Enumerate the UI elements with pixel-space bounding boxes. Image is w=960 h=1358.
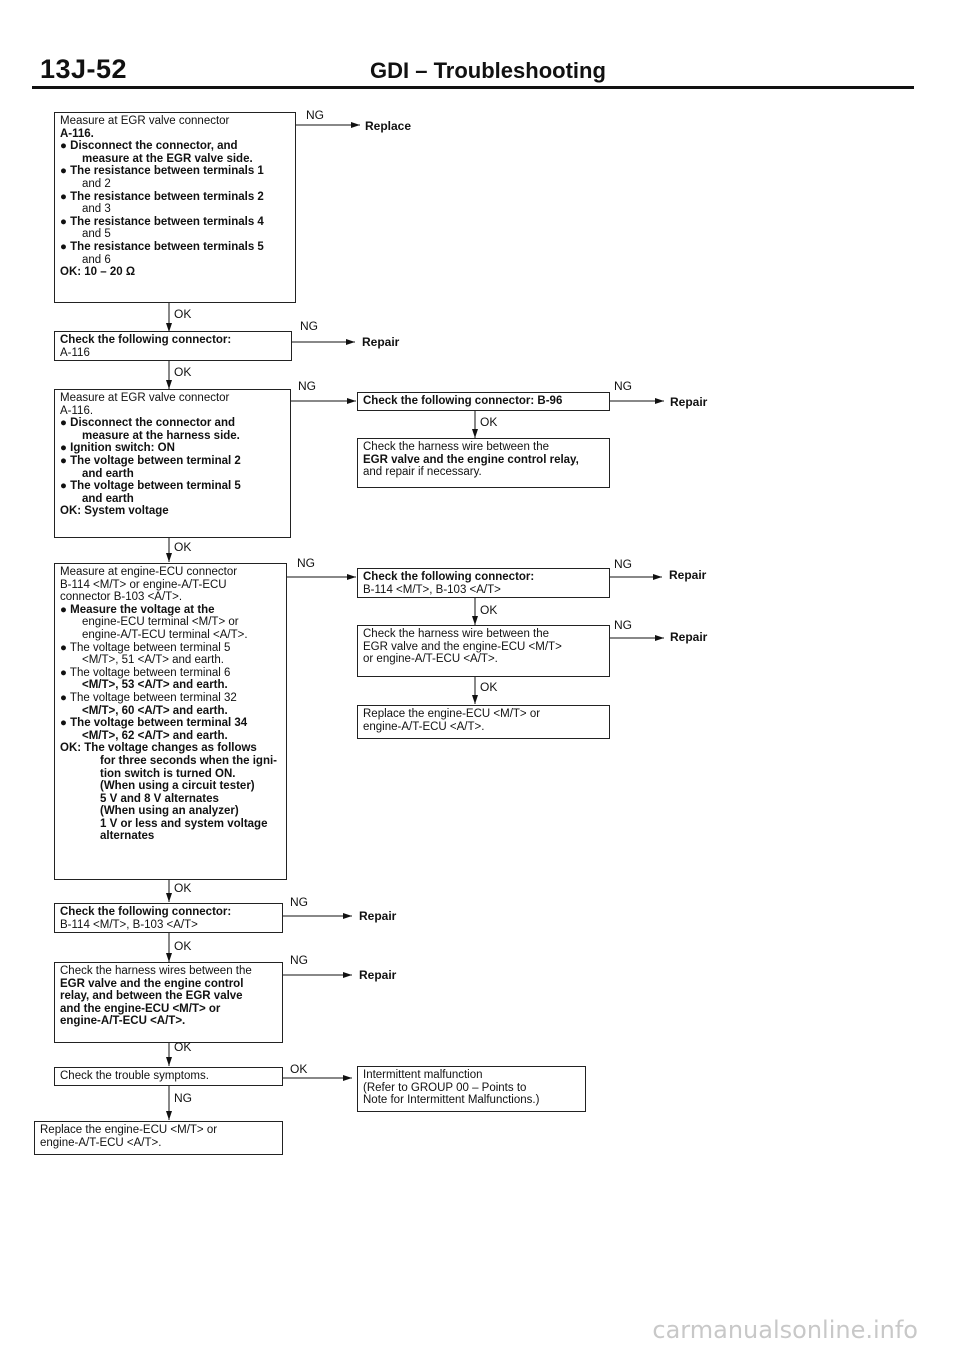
box-line: Measure at engine-ECU connector bbox=[60, 566, 238, 578]
box-line: ● The resistance between terminals 2 bbox=[60, 190, 264, 203]
step-check-harness-egr-relay bbox=[357, 438, 610, 488]
box-line: tion switch is turned ON. bbox=[100, 767, 236, 780]
box-line: <M/T>, 62 <A/T> and earth. bbox=[82, 729, 228, 742]
box-line: B-114 <M/T>, B-103 <A/T> bbox=[363, 583, 501, 596]
action-repair: Repair bbox=[362, 335, 400, 349]
box-line: B-114 <M/T> or engine-A/T-ECU bbox=[60, 578, 227, 591]
ng-label: NG bbox=[298, 379, 316, 393]
ng-label: NG bbox=[614, 557, 632, 571]
box-line: and 2 bbox=[82, 177, 111, 190]
box-line: A-116. bbox=[60, 404, 94, 417]
box-line: ● The voltage between terminal 6 bbox=[60, 666, 231, 679]
box-line: Check the harness wires between the bbox=[60, 965, 252, 977]
box-line: Check the harness wire between the bbox=[363, 628, 550, 640]
action-repair: Repair bbox=[670, 630, 708, 644]
box-line: ● The voltage between terminal 34 bbox=[60, 717, 248, 730]
box-line: OK: System voltage bbox=[60, 505, 169, 518]
box-line: Intermittent malfunction bbox=[363, 1069, 483, 1081]
action-repair: Repair bbox=[359, 909, 397, 923]
box-line: (When using a circuit tester) bbox=[100, 780, 255, 793]
box-line: Replace the engine-ECU <M/T> or bbox=[363, 708, 541, 720]
ok-label: OK bbox=[174, 307, 192, 321]
box-line: ● The voltage between terminal 2 bbox=[60, 454, 241, 467]
box-line: <M/T>, 51 <A/T> and earth. bbox=[82, 654, 224, 667]
ok-label: OK bbox=[480, 415, 498, 429]
ok-label: OK bbox=[480, 680, 498, 694]
step-check-trouble-symptoms bbox=[54, 1067, 283, 1086]
ng-label: NG bbox=[290, 895, 308, 909]
box-line: relay, and between the EGR valve bbox=[60, 990, 243, 1003]
box-line: engine-ECU terminal <M/T> or bbox=[82, 616, 239, 629]
box-line: <M/T>, 53 <A/T> and earth. bbox=[82, 679, 228, 692]
box-line: Replace the engine-ECU <M/T> or bbox=[40, 1124, 218, 1136]
box-line: B-114 <M/T>, B-103 <A/T> bbox=[60, 918, 198, 931]
step-replace-engine-ecu-final bbox=[34, 1121, 283, 1155]
box-line: OK: 10 – 20 Ω bbox=[60, 266, 136, 279]
box-line: Measure at EGR valve connector bbox=[60, 392, 230, 404]
box-line: ● The resistance between terminals 5 bbox=[60, 240, 264, 253]
ok-label: OK bbox=[174, 365, 192, 379]
ok-label: OK bbox=[174, 540, 192, 554]
box-line: and the engine-ECU <M/T> or bbox=[60, 1002, 221, 1015]
box-line: ● The voltage between terminal 32 bbox=[60, 691, 237, 704]
step-check-connector-b114-b103 bbox=[357, 568, 610, 598]
ng-label: NG bbox=[297, 556, 315, 570]
box-line: engine-A/T-ECU terminal <A/T>. bbox=[82, 628, 248, 641]
box-line: ● Ignition switch: ON bbox=[60, 442, 175, 455]
ng-label: NG bbox=[174, 1091, 192, 1105]
step-check-connector-a116 bbox=[54, 331, 292, 361]
box-line: Check the following connector: B-96 bbox=[363, 395, 563, 407]
ng-label: NG bbox=[306, 108, 324, 122]
step-replace-engine-ecu bbox=[357, 705, 610, 739]
box-line: EGR valve and the engine-ECU <M/T> bbox=[363, 640, 562, 653]
action-repair: Repair bbox=[669, 568, 707, 582]
box-line: EGR valve and the engine control bbox=[60, 977, 244, 990]
box-line: (Refer to GROUP 00 – Points to bbox=[363, 1081, 527, 1094]
box-line: A-116 bbox=[60, 346, 90, 359]
box-line: Check the following connector: bbox=[60, 906, 232, 918]
box-line: ● Disconnect the connector, and bbox=[60, 140, 238, 153]
box-line: Measure at EGR valve connector bbox=[60, 115, 230, 127]
box-line: and 3 bbox=[82, 203, 111, 216]
box-line: Check the harness wire between the bbox=[363, 441, 550, 453]
box-line: ● The voltage between terminal 5 bbox=[60, 480, 241, 493]
step-check-connector-b96 bbox=[357, 392, 610, 411]
ok-label: OK bbox=[174, 1040, 192, 1054]
box-line: ● The resistance between terminals 1 bbox=[60, 165, 264, 178]
ng-label: NG bbox=[614, 618, 632, 632]
page-number: 13J-52 bbox=[40, 54, 128, 84]
ng-label: NG bbox=[300, 319, 318, 333]
ok-label: OK bbox=[290, 1062, 308, 1076]
ok-label: OK bbox=[480, 603, 498, 617]
ok-label: OK bbox=[174, 939, 192, 953]
box-line: 5 V and 8 V alternates bbox=[100, 792, 219, 805]
box-line: Note for Intermittent Malfunctions.) bbox=[363, 1094, 540, 1107]
box-line: measure at the harness side. bbox=[82, 429, 240, 442]
ng-label: NG bbox=[290, 953, 308, 967]
box-line: Check the trouble symptoms. bbox=[60, 1070, 209, 1082]
box-line: and earth bbox=[82, 492, 134, 505]
box-line: 1 V or less and system voltage bbox=[100, 817, 268, 830]
box-line: measure at the EGR valve side. bbox=[82, 152, 253, 165]
action-repair: Repair bbox=[670, 395, 708, 409]
step-measure-egr-valve-resistance bbox=[54, 112, 296, 303]
step-measure-egr-valve-voltage bbox=[54, 389, 291, 538]
result-intermittent-malfunction bbox=[357, 1066, 586, 1112]
box-line: alternates bbox=[100, 830, 155, 843]
box-line: ● Measure the voltage at the bbox=[60, 603, 215, 616]
box-line: EGR valve and the engine control relay, bbox=[363, 453, 579, 466]
box-line: connector B-103 <A/T>. bbox=[60, 591, 183, 604]
box-line: and 6 bbox=[82, 253, 111, 266]
step-check-harness-wires bbox=[54, 962, 283, 1043]
box-line: Check the following connector: bbox=[60, 334, 232, 346]
box-line: ● The resistance between terminals 4 bbox=[60, 215, 264, 228]
box-line: and repair if necessary. bbox=[363, 466, 482, 479]
box-line: ● The voltage between terminal 5 bbox=[60, 641, 231, 654]
box-line: A-116. bbox=[60, 127, 94, 140]
step-measure-engine-ecu-voltage bbox=[54, 563, 287, 880]
step-check-harness-egr-ecu bbox=[357, 625, 610, 677]
box-line: engine-A/T-ECU <A/T>. bbox=[60, 1015, 186, 1028]
box-line: and 5 bbox=[82, 228, 111, 241]
box-line: <M/T>, 60 <A/T> and earth. bbox=[82, 704, 228, 717]
box-line: engine-A/T-ECU <A/T>. bbox=[40, 1136, 162, 1149]
action-repair: Repair bbox=[359, 968, 397, 982]
box-line: engine-A/T-ECU <A/T>. bbox=[363, 720, 485, 733]
box-line: OK: The voltage changes as follows bbox=[60, 742, 257, 755]
box-line: Check the following connector: bbox=[363, 571, 535, 583]
box-line: (When using an analyzer) bbox=[100, 805, 239, 818]
box-line: or engine-A/T-ECU <A/T>. bbox=[363, 653, 498, 666]
box-line: ● Disconnect the connector and bbox=[60, 417, 235, 430]
action-replace: Replace bbox=[365, 119, 412, 133]
ng-label: NG bbox=[614, 379, 632, 393]
step-check-connector-b114-b103-second bbox=[54, 903, 283, 933]
ok-label: OK bbox=[174, 881, 192, 895]
page-title: GDI – Troubleshooting bbox=[370, 58, 606, 83]
box-line: for three seconds when the igni- bbox=[100, 754, 277, 767]
watermark: carmanualsonline.info bbox=[652, 1316, 918, 1344]
box-line: and earth bbox=[82, 467, 134, 480]
